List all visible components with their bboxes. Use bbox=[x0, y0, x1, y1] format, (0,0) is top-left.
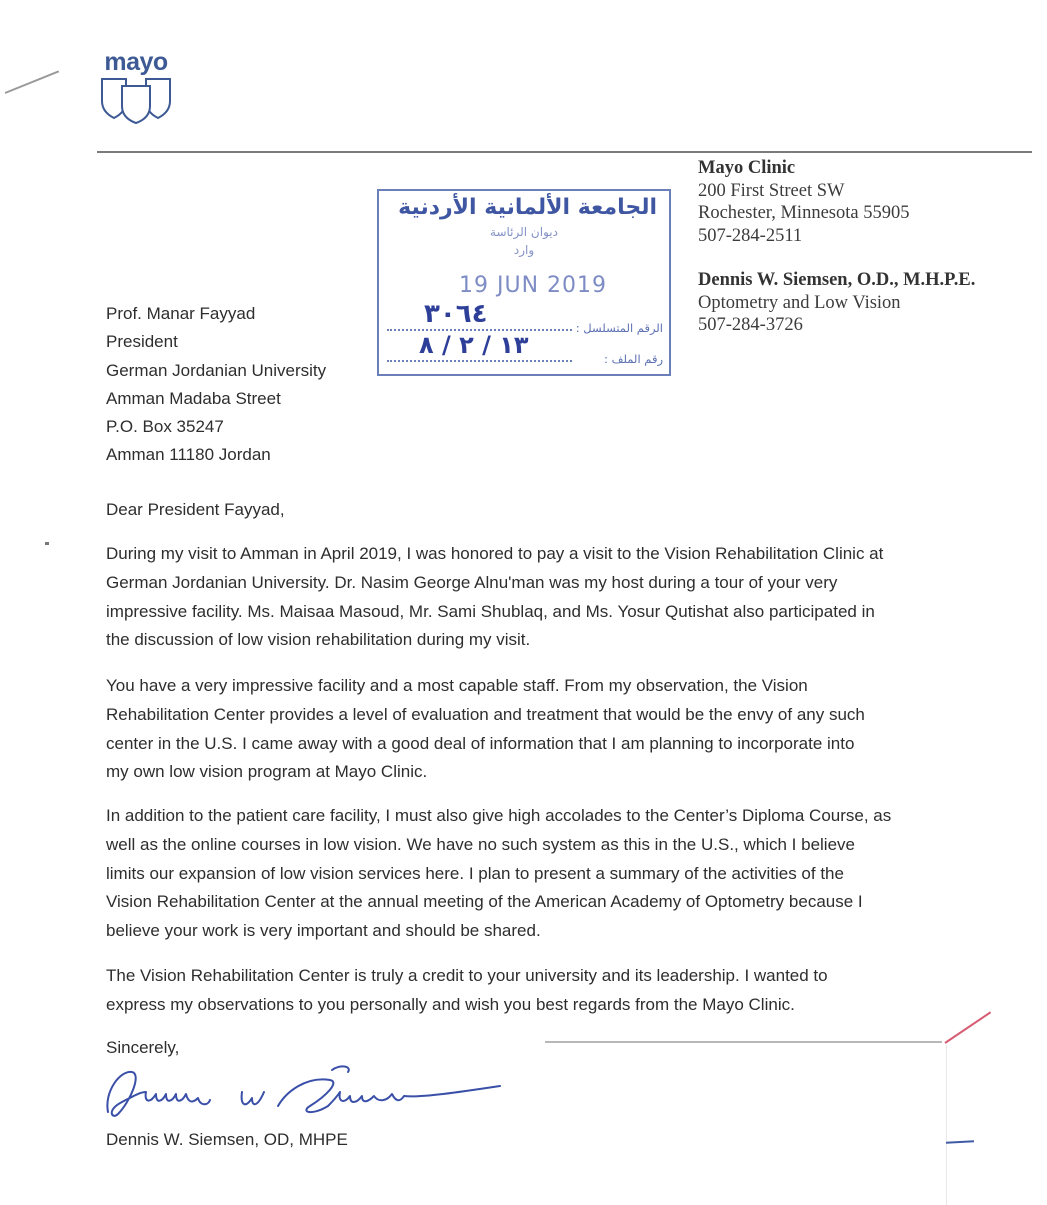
scan-speck bbox=[45, 542, 49, 545]
recipient-address bbox=[106, 300, 326, 470]
body-paragraph bbox=[106, 962, 986, 1020]
sender-phone: 507-284-3726 bbox=[698, 315, 803, 335]
paragraph-line: impressive facility. Ms. Maisaa Masoud, Mr. Sami Shublaq, and Ms. Yosur Qutishat also participated in bbox=[106, 601, 875, 621]
recipient-street: Amman Madaba Street bbox=[106, 388, 281, 408]
paragraph-line: limits our expansion of low vision services here. I plan to present a summary of the activities of the bbox=[106, 863, 844, 883]
paragraph-line: You have a very impressive facility and a most capable staff. From my observation, the Vision bbox=[106, 676, 808, 695]
paragraph-line: believe your work is very important and should be shared. bbox=[106, 921, 541, 941]
recipient-city: Amman 11180 Jordan bbox=[106, 445, 271, 465]
stamp-date: 19 JUN 2019 bbox=[459, 273, 608, 298]
received-stamp bbox=[377, 189, 671, 376]
salutation: Dear President Fayyad, bbox=[106, 500, 285, 519]
paragraph-line: center in the U.S. I came away with a good deal of information that I am planning to incorporate into bbox=[106, 733, 855, 753]
body-paragraph bbox=[106, 672, 986, 787]
paragraph-line: my own low vision program at Mayo Clinic. bbox=[106, 762, 428, 782]
scan-mark bbox=[5, 70, 60, 94]
paragraph-line: well as the online courses in low vision. We have no such system as this in the U.S., which I believe bbox=[106, 834, 855, 854]
org-address-line1: 200 First Street SW bbox=[698, 180, 845, 201]
paragraph-line: the discussion of low vision rehabilitation during my visit. bbox=[106, 630, 531, 650]
stamp-status: وارد bbox=[513, 243, 535, 257]
recipient-institution: German Jordanian University bbox=[106, 360, 327, 380]
stamp-dotted-line bbox=[387, 360, 572, 362]
org-phone: 507-284-2511 bbox=[698, 225, 803, 246]
paragraph-line: In addition to the patient care facility, I must also give high accolades to the Center’s Diploma Course, as bbox=[106, 806, 892, 825]
stamp-office: ديوان الرئاسة bbox=[490, 225, 558, 239]
handwritten-signature-icon bbox=[100, 1062, 530, 1122]
body-paragraph bbox=[106, 802, 986, 946]
mayo-logo bbox=[97, 50, 175, 128]
stamp-file-value: ١٣ / ٢ / ٨ bbox=[419, 331, 529, 359]
paragraph-line: The Vision Rehabilitation Center is truly a credit to your university and its leadership. I wanted to bbox=[106, 966, 828, 985]
paragraph-line: Vision Rehabilitation Center at the annual meeting of the American Academy of Optometry because I bbox=[106, 892, 863, 912]
stamp-file-label: رقم الملف : bbox=[604, 352, 663, 366]
recipient-po-box: P.O. Box 35247 bbox=[106, 417, 224, 437]
stamp-serial-label: الرقم المتسلسل : bbox=[575, 321, 663, 335]
scan-edge-line bbox=[545, 1041, 942, 1043]
closing: Sincerely, bbox=[106, 1038, 180, 1057]
sender-name: Dennis W. Siemsen, O.D., M.H.P.E. bbox=[698, 270, 976, 290]
signer-name: Dennis W. Siemsen, OD, MHPE bbox=[106, 1130, 348, 1149]
recipient-title: President bbox=[106, 332, 178, 352]
body-paragraph bbox=[106, 540, 986, 655]
mayo-three-shields-icon bbox=[100, 76, 172, 124]
recipient-name: Prof. Manar Fayyad bbox=[106, 304, 256, 323]
logo-wordmark: mayo bbox=[104, 48, 168, 76]
organization-name: Mayo Clinic bbox=[698, 158, 796, 178]
paragraph-line: express my observations to you personally and wish you best regards from the Mayo Clinic. bbox=[106, 994, 795, 1014]
stamp-serial-value: ٣٠٦٤ bbox=[424, 299, 488, 329]
scan-edge-line bbox=[946, 1045, 947, 1205]
paragraph-line: During my visit to Amman in April 2019, I was honored to pay a visit to the Vision Rehabilitation Clinic at bbox=[106, 544, 884, 563]
paragraph-line: German Jordanian University. Dr. Nasim George Alnu'man was my host during a tour of your very bbox=[106, 572, 838, 592]
sender-department: Optometry and Low Vision bbox=[698, 292, 901, 313]
letterhead bbox=[698, 157, 975, 337]
pen-mark bbox=[946, 1140, 974, 1143]
paragraph-line: Rehabilitation Center provides a level of evaluation and treatment that would be the envy of any such bbox=[106, 704, 865, 724]
header-divider bbox=[97, 151, 1032, 153]
stamp-institution: الجامعة الألمانية الأردنية bbox=[398, 195, 657, 220]
org-address-line2: Rochester, Minnesota 55905 bbox=[698, 203, 910, 223]
